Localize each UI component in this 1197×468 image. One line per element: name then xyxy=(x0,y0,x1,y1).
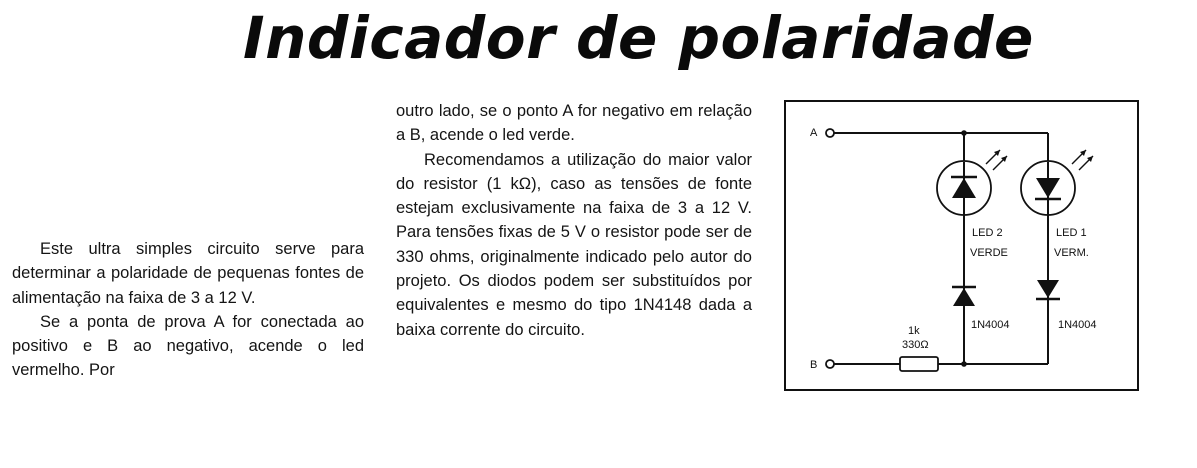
text-column-left xyxy=(12,237,364,383)
resistor-icon xyxy=(900,357,938,371)
text-column-middle xyxy=(396,99,752,342)
circuit-schematic xyxy=(782,98,1142,394)
resistor-value-330: 330Ω xyxy=(902,339,929,351)
diagram-frame xyxy=(785,101,1138,390)
article-title: Indicador de polaridade xyxy=(243,4,1034,72)
paragraph-green-led: outro lado, se o ponto A for negativo em relação a B, acende o led verde. xyxy=(396,102,752,145)
circuit-diagram xyxy=(782,98,1142,394)
led1-label: LED 1 xyxy=(1056,227,1087,239)
terminal-a-icon xyxy=(826,129,834,137)
diode-left-triangle-icon xyxy=(953,288,975,306)
terminal-a-label: A xyxy=(810,127,818,139)
terminal-b-icon xyxy=(826,360,834,368)
paragraph-intro: Este ultra simples circuito serve para determinar a polaridade de pequenas fontes de alimentação na faixa de 3 a 12 V. xyxy=(12,240,364,307)
led2-color-label: VERDE xyxy=(970,247,1008,259)
led1-color-label: VERM. xyxy=(1054,247,1089,259)
diode-left-label: 1N4004 xyxy=(971,319,1010,331)
terminal-b-label: B xyxy=(810,359,818,371)
diode-right-triangle-icon xyxy=(1037,280,1059,298)
diode-right-label: 1N4004 xyxy=(1058,319,1097,331)
paragraph-recommendation: Recomendamos a utilização do maior valor do resistor (1 kΩ), caso as tensões de fonte estejam exclusivamente na faixa de 3 a 12 V. Para tensões fixas de 5 V o resistor pode ser de 330 ohms, originalmente indicado pelo autor do projeto. Os diodos podem ser substituídos por equivalentes e mesmo do tipo 1N4148 dada a baixa corrente do circuito. xyxy=(396,150,752,339)
led2-label: LED 2 xyxy=(972,227,1003,239)
paragraph-red-led: Se a ponta de prova A for conectada ao positivo e B ao negativo, acende o led vermelho. Por xyxy=(12,312,364,380)
resistor-value-1k: 1k xyxy=(908,325,920,337)
